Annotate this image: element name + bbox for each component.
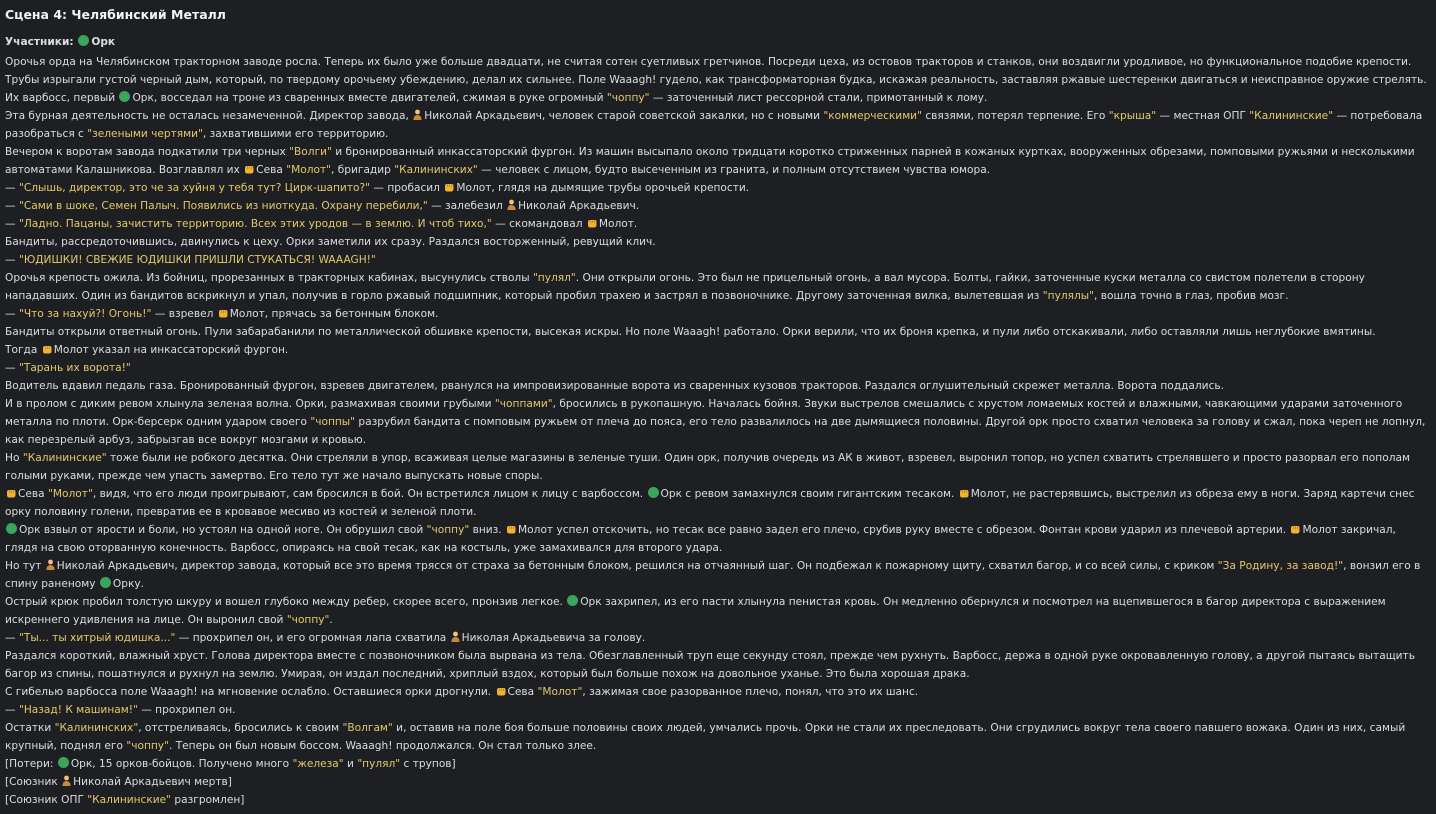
participant-name: Орк [91,36,116,48]
story-paragraph [5,629,1431,647]
green-circle-icon [567,595,578,606]
story-text: — пробасил [369,182,444,194]
story-text: Николая Аркадьевича за голову. [461,632,646,644]
fist-icon [506,525,516,534]
story-text: Сева [507,686,538,698]
story-paragraph [5,305,1431,323]
story-text: . Теперь он был новым боссом. Waaagh! продолжался. Он стал только злее. [168,740,597,752]
story-paragraph [5,773,1431,791]
story-text: Молот. [598,218,638,230]
story-text: Но тут [5,560,45,572]
story-text: — прохрипел он. [137,704,236,716]
quoted-text: "Ты... ты хитрый юдишка..." [18,632,176,644]
story-text: вниз. [469,524,506,536]
story-text: тоже были не робкого десятка. Они стреляли в упор, всаживая целые магазины в зеленые туши. Один орк, получив очередь из АК в живот, взревел, выронил топор, но успел схватить стрелявшего и просто разорвал его пополам голыми руками, прежде чем упасть замертво. Его тело тут же начало выпускать новые споры. [5,452,1410,482]
quoted-text: "Слышь, директор, это че за хуйня у тебя тут? Цирк-шапито?" [18,182,370,194]
person-icon [451,631,460,642]
quoted-text: "Ладно. Пацаны, зачистить территорию. Всех этих уродов — в землю. И чтоб тихо," [18,218,492,230]
story-text: Молот, не растерявшись, выстрелил из обреза ему в ноги. Заряд картечи снес орку половину голени, превратив ее в кровавое месиво из костей и зеленой плоти. [5,488,1415,518]
participants-label: Участники: [5,36,74,48]
story-text: Орк, 15 орков-бойцов. Получено много [70,758,293,770]
story-text: Тогда [5,344,41,356]
quoted-text: "Волгам" [342,722,393,734]
story-text: Раздался короткий, влажный хруст. Голова директора вместе с позвоночником была вырвана из тела. Обезглавленный труп еще секунду стоял, прежде чем рухнуть. Варбосс, держа в одной руке окровавленную голову, а другой пытаясь вытащить багор из спины, пошатнулся и рухнул на землю. Умирая, он издал последний, хриплый вздох, который был больше похож на довольное уханье. Это была хорошая драка. [5,650,1415,680]
story-text: — скомандовал [491,218,586,230]
story-paragraph [5,755,1431,773]
quoted-text: "Волги" [289,146,332,158]
story-paragraph [5,557,1431,593]
quoted-text: "Сами в шоке, Семен Палыч. Появились из ниоткуда. Охрану перебили," [18,200,428,212]
story-text: — потребовала разобраться с [5,110,1423,140]
story-text: , вонзил его в спину раненому [5,560,1421,590]
story-text: . [329,614,333,626]
fist-icon [444,183,454,192]
story-text: Орку. [112,578,145,590]
story-text: Остатки [5,722,55,734]
fist-icon [496,687,506,696]
story-text: — залебезил [427,200,507,212]
quoted-text: "Калининских" [394,164,478,176]
story-paragraph [5,323,1431,341]
quoted-text: "Калининских" [54,722,139,734]
story-paragraph [5,251,1431,269]
green-circle-icon [648,487,659,498]
fist-icon [1290,525,1300,534]
story-paragraph [5,791,1431,809]
person-icon [413,109,422,120]
story-paragraph [5,197,1431,215]
story-text: — [5,182,19,194]
story-paragraph [5,53,1431,107]
quoted-text: "Что за нахуй?! Огонь!" [18,308,152,320]
quoted-text: "железа" [292,758,344,770]
story-text: Николай Аркадьевич. [518,200,640,212]
story-text: Но [5,452,23,464]
story-paragraph [5,719,1431,755]
story-text: Орочья крепость ожила. Из бойниц, прорезанных в тракторных кабинах, высунулись стволы [5,272,533,284]
fist-icon [6,489,16,498]
story-paragraph [5,359,1431,377]
story-text: Сева [18,488,49,500]
quoted-text: "Калининские" [22,452,107,464]
story-paragraph [5,683,1431,701]
quoted-text: "Молот" [48,488,93,500]
story-text: — [5,218,19,230]
green-circle-icon [58,757,69,768]
story-text: Бандиты, рассредоточившись, двинулись к цеху. Орки заметили их сразу. Раздался восторженный, ревущий клич. [5,236,656,248]
story-text: Вечером к воротам завода подкатили три черных [5,146,290,158]
story-paragraph [5,521,1431,557]
quoted-text: "коммерческими" [823,110,922,122]
participants-line [5,33,1431,51]
story-paragraph [5,143,1431,179]
story-text: — человек с лицом, будто высеченным из гранита, и полным отсутствием чувства юмора. [477,164,991,176]
scene-title: Сцена 4: Челябинский Металл [5,7,226,22]
fist-icon [959,489,969,498]
story-text: Орк с ревом замахнулся своим гигантским тесаком. [660,488,958,500]
story-text: — местная ОПГ [1156,110,1250,122]
story-text: Молот закричал, глядя на свою оторванную конечность. Варбосс, опираясь на свой тесак, как на костыль, уже замахивался для второго удара. [5,524,1396,554]
quoted-text: "За Родину, за завод!" [1217,560,1344,572]
story-paragraph [5,647,1431,683]
story-text: и, оставив на поле боя больше половины своих людей, умчались прочь. Орки не стали их преследовать. Они сгрудились вокруг тела своего павшего вожака. Один из них, самый крупный, поднял его [5,722,1406,752]
story-text: , видя, что его люди проигрывают, сам бросился в бой. Он встретился лицом к лицу с варбоссом. [92,488,647,500]
story-text: , захватившими его территорию. [202,128,389,140]
story-text: Молот успел отскочить, но тесак все равно задел его плечо, срубив руку вместе с обрезом. Фонтан крови ударил из плечевой артерии. [518,524,1290,536]
story-paragraph [5,269,1431,305]
quoted-text: "пулял" [532,272,576,284]
story-paragraph [5,701,1431,719]
story-text: , отстреливаясь, бросились к своим [138,722,343,734]
quoted-text: "чоппу" [126,740,169,752]
story-paragraph [5,485,1431,521]
quoted-text: "Молот" [286,164,331,176]
green-circle-icon [78,35,89,46]
quoted-text: "зелеными чертями" [87,128,203,140]
story-body [5,53,1431,809]
story-text: Острый крюк пробил толстую шкуру и вошел глубоко между ребер, скорее всего, пронзив легкое. [5,596,567,608]
story-text: [Союзник [5,776,62,788]
story-paragraph [5,341,1431,359]
quoted-text: "крыша" [1108,110,1157,122]
green-circle-icon [119,91,130,102]
story-text: , зажимая свое разорванное плечо, понял, что это их шанс. [582,686,919,698]
story-paragraph [5,215,1431,233]
story-text: [Потери: [5,758,57,770]
quoted-text: "чоппы" [310,416,356,428]
story-text: Орк захрипел, из его пасти хлынула пенистая кровь. Он медленно обернулся и посмотрел на вцепившегося в багор директора с выражением искреннего удивления на лице. Он выронил свой [5,596,1386,626]
story-text: [Союзник ОПГ [5,794,88,806]
person-icon [62,775,71,786]
story-paragraph [5,449,1431,485]
story-text: — [5,362,19,374]
story-text: — [5,254,19,266]
story-text: Молот, прячась за бетонным блоком. [229,308,439,320]
story-text: . Они открыли огонь. Это был не прицельный огонь, а вал мусора. Болты, гайки, заточенные куски металла со свистом полетели в сторону нападавших. Один из бандитов вскрикнул и упал, получив в горло ржавый подшипник, который пробил трахею и застрял в позвоночнике. Другому заточенная вилка, вылетевшая из [5,272,1365,302]
story-text: И в пролом с диким ревом хлынула зеленая волна. Орки, размахивая своими грубыми [5,398,495,410]
person-icon [46,559,55,570]
story-text: разгромлен] [171,794,245,806]
quoted-text: "Калининские" [87,794,172,806]
story-paragraph [5,593,1431,629]
story-text: , бригадир [331,164,395,176]
story-paragraph [5,179,1431,197]
story-text: Сева [256,164,287,176]
fist-icon [587,219,597,228]
quoted-text: "пулял" [357,758,401,770]
fist-icon [42,345,52,354]
story-text: связями, потерял терпение. Его [921,110,1109,122]
story-text: с трупов] [400,758,456,770]
quoted-text: "Калининские" [1249,110,1334,122]
quoted-text: "чоппу" [426,524,470,536]
quoted-text: "чоппу" [286,614,330,626]
person-icon [507,199,516,210]
story-text: Николай Аркадьевич, директор завода, который все это время трясся от страха за бетонным блоком, решился на отчаянный шаг. Он подбежал к пожарному щиту, схватил багор, и со всей силы, с криком [56,560,1218,572]
story-text: Орк взвыл от ярости и боли, но устоял на одной ноге. Он обрушил свой [19,524,427,536]
story-text: Молот указал на инкассаторский фургон. [53,344,289,356]
story-text: и бронированный инкассаторский фургон. Из машин высыпало около тридцати коротко стриженных парней в кожаных куртках, вооруженных обрезами, помповыми ружьями и несколькими автоматами Калашникова. Возглавлял их [5,146,1415,176]
story-paragraph [5,107,1431,143]
green-circle-icon [6,523,17,534]
story-text: Николай Аркадьевич, человек старой советской закалки, но с новыми [424,110,824,122]
story-text: Бандиты открыли ответный огонь. Пули забарабанили по металлической обшивке крепости, высекая искры. Но поле Waaagh! работало. Орки верили, что их броня крепка, и пули либо отскакивали, либо оставляли лишь неглубокие вмятины. [5,326,1376,338]
story-text: разрубил бандита с помповым ружьем от плеча до пояса, его тело развалилось на две дымящиеся половины. Другой орк просто схватил человека за голову и сжал, пока череп не лопнул, как перезрелый арбуз, забрызгав все вокруг мозгами и кровью. [5,416,1426,446]
quoted-text: "Тарань их ворота!" [18,362,131,374]
quoted-text: "Молот" [537,686,583,698]
fist-icon [218,309,228,318]
story-text: Молот, глядя на дымящие трубы орочьей крепости. [456,182,750,194]
story-text: — [5,704,19,716]
quoted-text: "чоппами" [494,398,553,410]
story-text: — [5,200,19,212]
story-text: и [343,758,358,770]
quoted-text: "Назад! К машинам!" [18,704,138,716]
story-paragraph [5,395,1431,449]
story-text: , бросились в рукопашную. Началась бойня. Звуки выстрелов смешались с хрустом ломаемых костей и влажными, чавкающими ударами заточенного металла по плоти. Орк-берсерк одним ударом своего [5,398,1403,428]
story-text: Николай Аркадьевич мертв] [73,776,232,788]
story-text: , вошла точно в глаз, пробив мозг. [1094,290,1289,302]
story-text: Эта бурная деятельность не осталась незамеченной. Директор завода, [5,110,413,122]
story-text: — прохрипел он, и его огромная лапа схватила [175,632,450,644]
story-text: Водитель вдавил педаль газа. Бронированный фургон, взревев двигателем, рванулся на импровизированные ворота из сваренных кузовов тракторов. Раздался оглушительный скрежет металла. Ворота поддались. [5,380,1225,392]
fist-icon [244,165,254,174]
green-circle-icon [100,577,111,588]
story-text: Орк, восседал на троне из сваренных вместе двигателей, сжимая в руке огромный [132,92,607,104]
story-text: — [5,632,19,644]
quoted-text: "ЮДИШКИ! СВЕЖИЕ ЮДИШКИ ПРИШЛИ СТУКАТЬСЯ! WAAAGH!" [18,254,376,266]
quoted-text: "пулялы" [1042,290,1095,302]
story-text: — заточенный лист рессорной стали, примотанный к лому. [649,92,988,104]
story-text: Орочья орда на Челябинском тракторном заводе росла. Теперь их было уже больше двадцати, не считая сотен суетливых гретчинов. Посреди цеха, из остовов тракторов и станков, они воздвигли уродливое, но функциональное подобие крепости. Трубы изрыгали густой черный дым, который, по твердому орочьему убеждению, делал их сильнее. Поле Waaagh! гудело, как трансформаторная будка, искажая реальность, заставляя ржавые шестеренки двигаться и неисправное оружие стрелять. Их варбосс, первый [5,56,1427,104]
story-text: — [5,308,19,320]
quoted-text: "чоппу" [606,92,650,104]
story-paragraph [5,377,1431,395]
story-text: С гибелью варбосса поле Waaagh! на мгновение ослабло. Оставшиеся орки дрогнули. [5,686,495,698]
story-paragraph [5,233,1431,251]
story-text: — взревел [151,308,217,320]
